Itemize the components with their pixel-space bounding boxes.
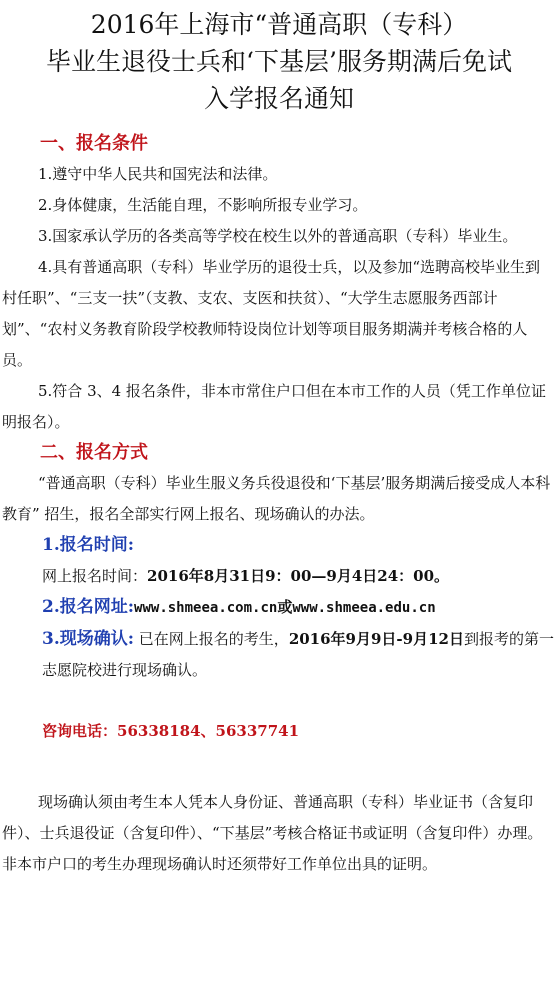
contact-label: 咨询电话： bbox=[42, 722, 118, 740]
onsite-confirm-date: 2016年9月9日-9月12日 bbox=[288, 630, 464, 648]
eligibility-item-1: 1.遵守中华人民共和国宪法和法律。 bbox=[38, 165, 278, 183]
site-or: 或 bbox=[277, 598, 293, 616]
eligibility-item-3: 3.国家承认学历的各类高等学校在校生以外的普通高职（专科）毕业生。 bbox=[38, 227, 518, 245]
site-link-edu[interactable]: www.shmeea.edu.cn bbox=[292, 600, 436, 616]
notice-title bbox=[2, 0, 556, 117]
registration-site-row bbox=[2, 592, 556, 624]
section-1-heading: 一、报名条件 bbox=[40, 133, 148, 154]
registration-intro: “普通高职（专科）毕业生服义务兵役退役和‘下基层’服务期满后接受成人本科教育” 招生，报名全部实行网上报名、现场确认的办法。 bbox=[2, 474, 551, 523]
onsite-confirm-text-2: 到报考的第一志愿院校进行现场确认。 bbox=[42, 630, 554, 679]
contact-phones: 56338184、56337741 bbox=[117, 722, 300, 740]
eligibility-item-2: 2.身体健康，生活能自理，不影响所报专业学习。 bbox=[38, 196, 368, 214]
contact-row bbox=[2, 716, 556, 747]
site-link-com[interactable]: www.shmeea.com.cn bbox=[134, 600, 278, 616]
onsite-confirm-text-1: 已在网上报名的考生， bbox=[134, 630, 289, 648]
onsite-confirm-label: 3.现场确认: bbox=[42, 629, 135, 649]
title-line-1: 2016年上海市“普通高职（专科） bbox=[90, 10, 468, 39]
registration-time-prefix: 网上报名时间： bbox=[42, 567, 148, 585]
title-line-3: 入学报名通知 bbox=[203, 84, 354, 113]
registration-time-label: 1.报名时间: bbox=[42, 535, 135, 555]
registration-site-label: 2.报名网址: bbox=[42, 597, 135, 617]
section-2-heading: 二、报名方式 bbox=[40, 442, 148, 463]
title-line-2: 毕业生退役士兵和‘下基层’服务期满后免试 bbox=[46, 47, 512, 76]
registration-time-label-row bbox=[2, 530, 556, 561]
registration-time-value: 2016年8月31日9：00—9月4日24：00。 bbox=[147, 567, 450, 585]
onsite-confirm-row bbox=[2, 624, 556, 686]
eligibility-list bbox=[2, 159, 556, 438]
registration-time-row bbox=[2, 561, 556, 592]
confirmation-note: 现场确认须由考生本人凭本人身份证、普通高职（专科）毕业证书（含复印件）、士兵退役证（含复印件）、“下基层”考核合格证书或证明（含复印件）办理。非本市户口的考生办理现场确认时还须带好工作单位出具的证明。 bbox=[2, 793, 543, 873]
eligibility-item-4: 4.具有普通高职（专科）毕业学历的退役士兵，以及参加“选聘高校毕业生到村任职”、“三支一扶”（支教、支农、支医和扶贫）、“大学生志愿服务西部计划”、“农村义务教育阶段学校教师特设岗位计划等项目服务期满并考核合格的人员。 bbox=[2, 258, 540, 369]
eligibility-item-5: 5.符合 3、4 报名条件，非本市常住户口但在本市工作的人员（凭工作单位证明报名）。 bbox=[2, 382, 546, 431]
